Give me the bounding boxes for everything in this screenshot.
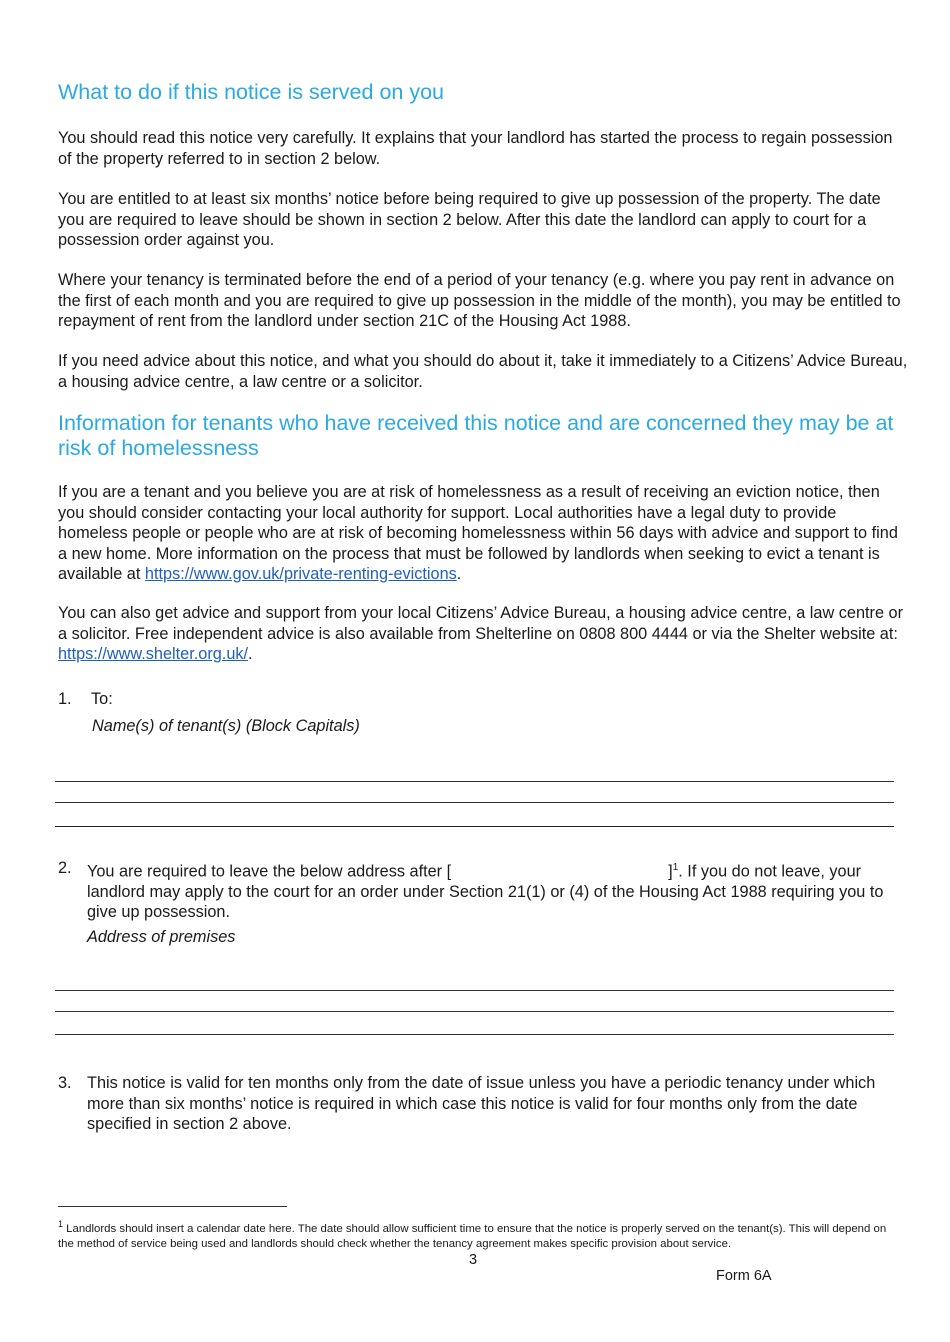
footnote-divider bbox=[58, 1206, 287, 1207]
paragraph-end-period: . bbox=[248, 645, 253, 663]
form-label: Form 6A bbox=[716, 1268, 772, 1284]
page-number: 3 bbox=[469, 1252, 478, 1268]
item-number-1: 1. bbox=[58, 690, 72, 708]
address-line-3[interactable] bbox=[55, 1034, 894, 1035]
section-heading-homelessness: Information for tenants who have received this notice and are concerned they may be at risk of homelessness bbox=[58, 411, 894, 460]
paragraph-advice: If you need advice about this notice, and what you should do about it, take it immediately to a Citizens’ Advice Bureau, a housing advice centre, a law centre or a solicitor. bbox=[58, 352, 908, 391]
leave-date-text-end: . If you do not leave, your landlord may apply to the court for an order under Section 21(1) or (4) of the Housing Act 1988 requiring you to give up possession. bbox=[87, 862, 884, 922]
footnote-text: Landlords should insert a calendar date here. The date should allow sufficient time to ensure that the notice is properly served on the tenant(s). This will depend on the method of service being used and landlords should check whether the tenancy agreement makes specific provision about service. bbox=[58, 1222, 887, 1251]
item-number-2: 2. bbox=[58, 859, 72, 877]
paragraph-end-period: . bbox=[456, 565, 462, 583]
leave-date-bracket-close: ] bbox=[668, 862, 673, 881]
footnote-number: 1 bbox=[58, 1219, 64, 1229]
to-label: To: bbox=[91, 690, 113, 708]
leave-date-text: You are required to leave the below address after [ bbox=[87, 862, 452, 881]
section-heading-what-to-do: What to do if this notice is served on you bbox=[58, 80, 445, 104]
tenant-name-line-1[interactable] bbox=[55, 781, 894, 782]
tenant-names-label: Name(s) of tenant(s) (Block Capitals) bbox=[92, 717, 360, 735]
address-line-1[interactable] bbox=[55, 990, 894, 991]
leave-date-paragraph bbox=[87, 858, 907, 923]
paragraph-read-notice: You should read this notice very carefully. It explains that your landlord has started the process to regain possession of the property referred to in section 2 below. bbox=[58, 129, 893, 168]
item-number-3: 3. bbox=[58, 1074, 72, 1092]
footnote bbox=[58, 1217, 898, 1253]
paragraph-local-authority-text: If you are a tenant and you believe you are at risk of homelessness as a result of receiving an eviction notice, then you should consider contacting your local authority for support. Local authorities have a legal duty to provide homeless people or people who are at risk of becoming homelessness within 56 days with advice and support to find a new home. More information on the process that must be followed by landlords when seeking to evict a tenant is available at bbox=[58, 483, 898, 583]
paragraph-repayment-of-rent: Where your tenancy is terminated before the end of a period of your tenancy (e.g. where you pay rent in advance on the first of each month and you are required to give up possession in the middle of the month), you may be entitled to repayment of rent from the landlord under section 21C of the Housing Act 1988. bbox=[58, 271, 901, 330]
address-line-2[interactable] bbox=[55, 1011, 894, 1012]
paragraph-shelter bbox=[58, 603, 908, 665]
validity-paragraph: This notice is valid for ten months only from the date of issue unless you have a periodic tenancy under which more than six months’ notice is required in which case this notice is valid for four months only from the date specified in section 2 above. bbox=[87, 1074, 876, 1133]
address-of-premises-label: Address of premises bbox=[87, 928, 236, 946]
tenant-name-line-3[interactable] bbox=[55, 826, 894, 827]
paragraph-local-authority bbox=[58, 482, 908, 585]
shelter-website-link[interactable]: https://www.shelter.org.uk/ bbox=[58, 645, 249, 663]
paragraph-shelter-text: You can also get advice and support from your local Citizens’ Advice Bureau, a housing advice centre, a law centre or a solicitor. Free independent advice is also available from Shelterline on 0808 800 4444 or via the Shelter website at: bbox=[58, 604, 903, 643]
tenant-name-line-2[interactable] bbox=[55, 802, 894, 803]
gov-uk-evictions-link[interactable]: https://www.gov.uk/private-renting-evictions bbox=[144, 565, 457, 583]
paragraph-six-months-notice: You are entitled to at least six months’ notice before being required to give up possession of the property. The date you are required to leave should be shown in section 2 below. After this date the landlord can apply to court for a possession order against you. bbox=[58, 190, 881, 249]
footnote-ref: 1 bbox=[672, 862, 679, 873]
